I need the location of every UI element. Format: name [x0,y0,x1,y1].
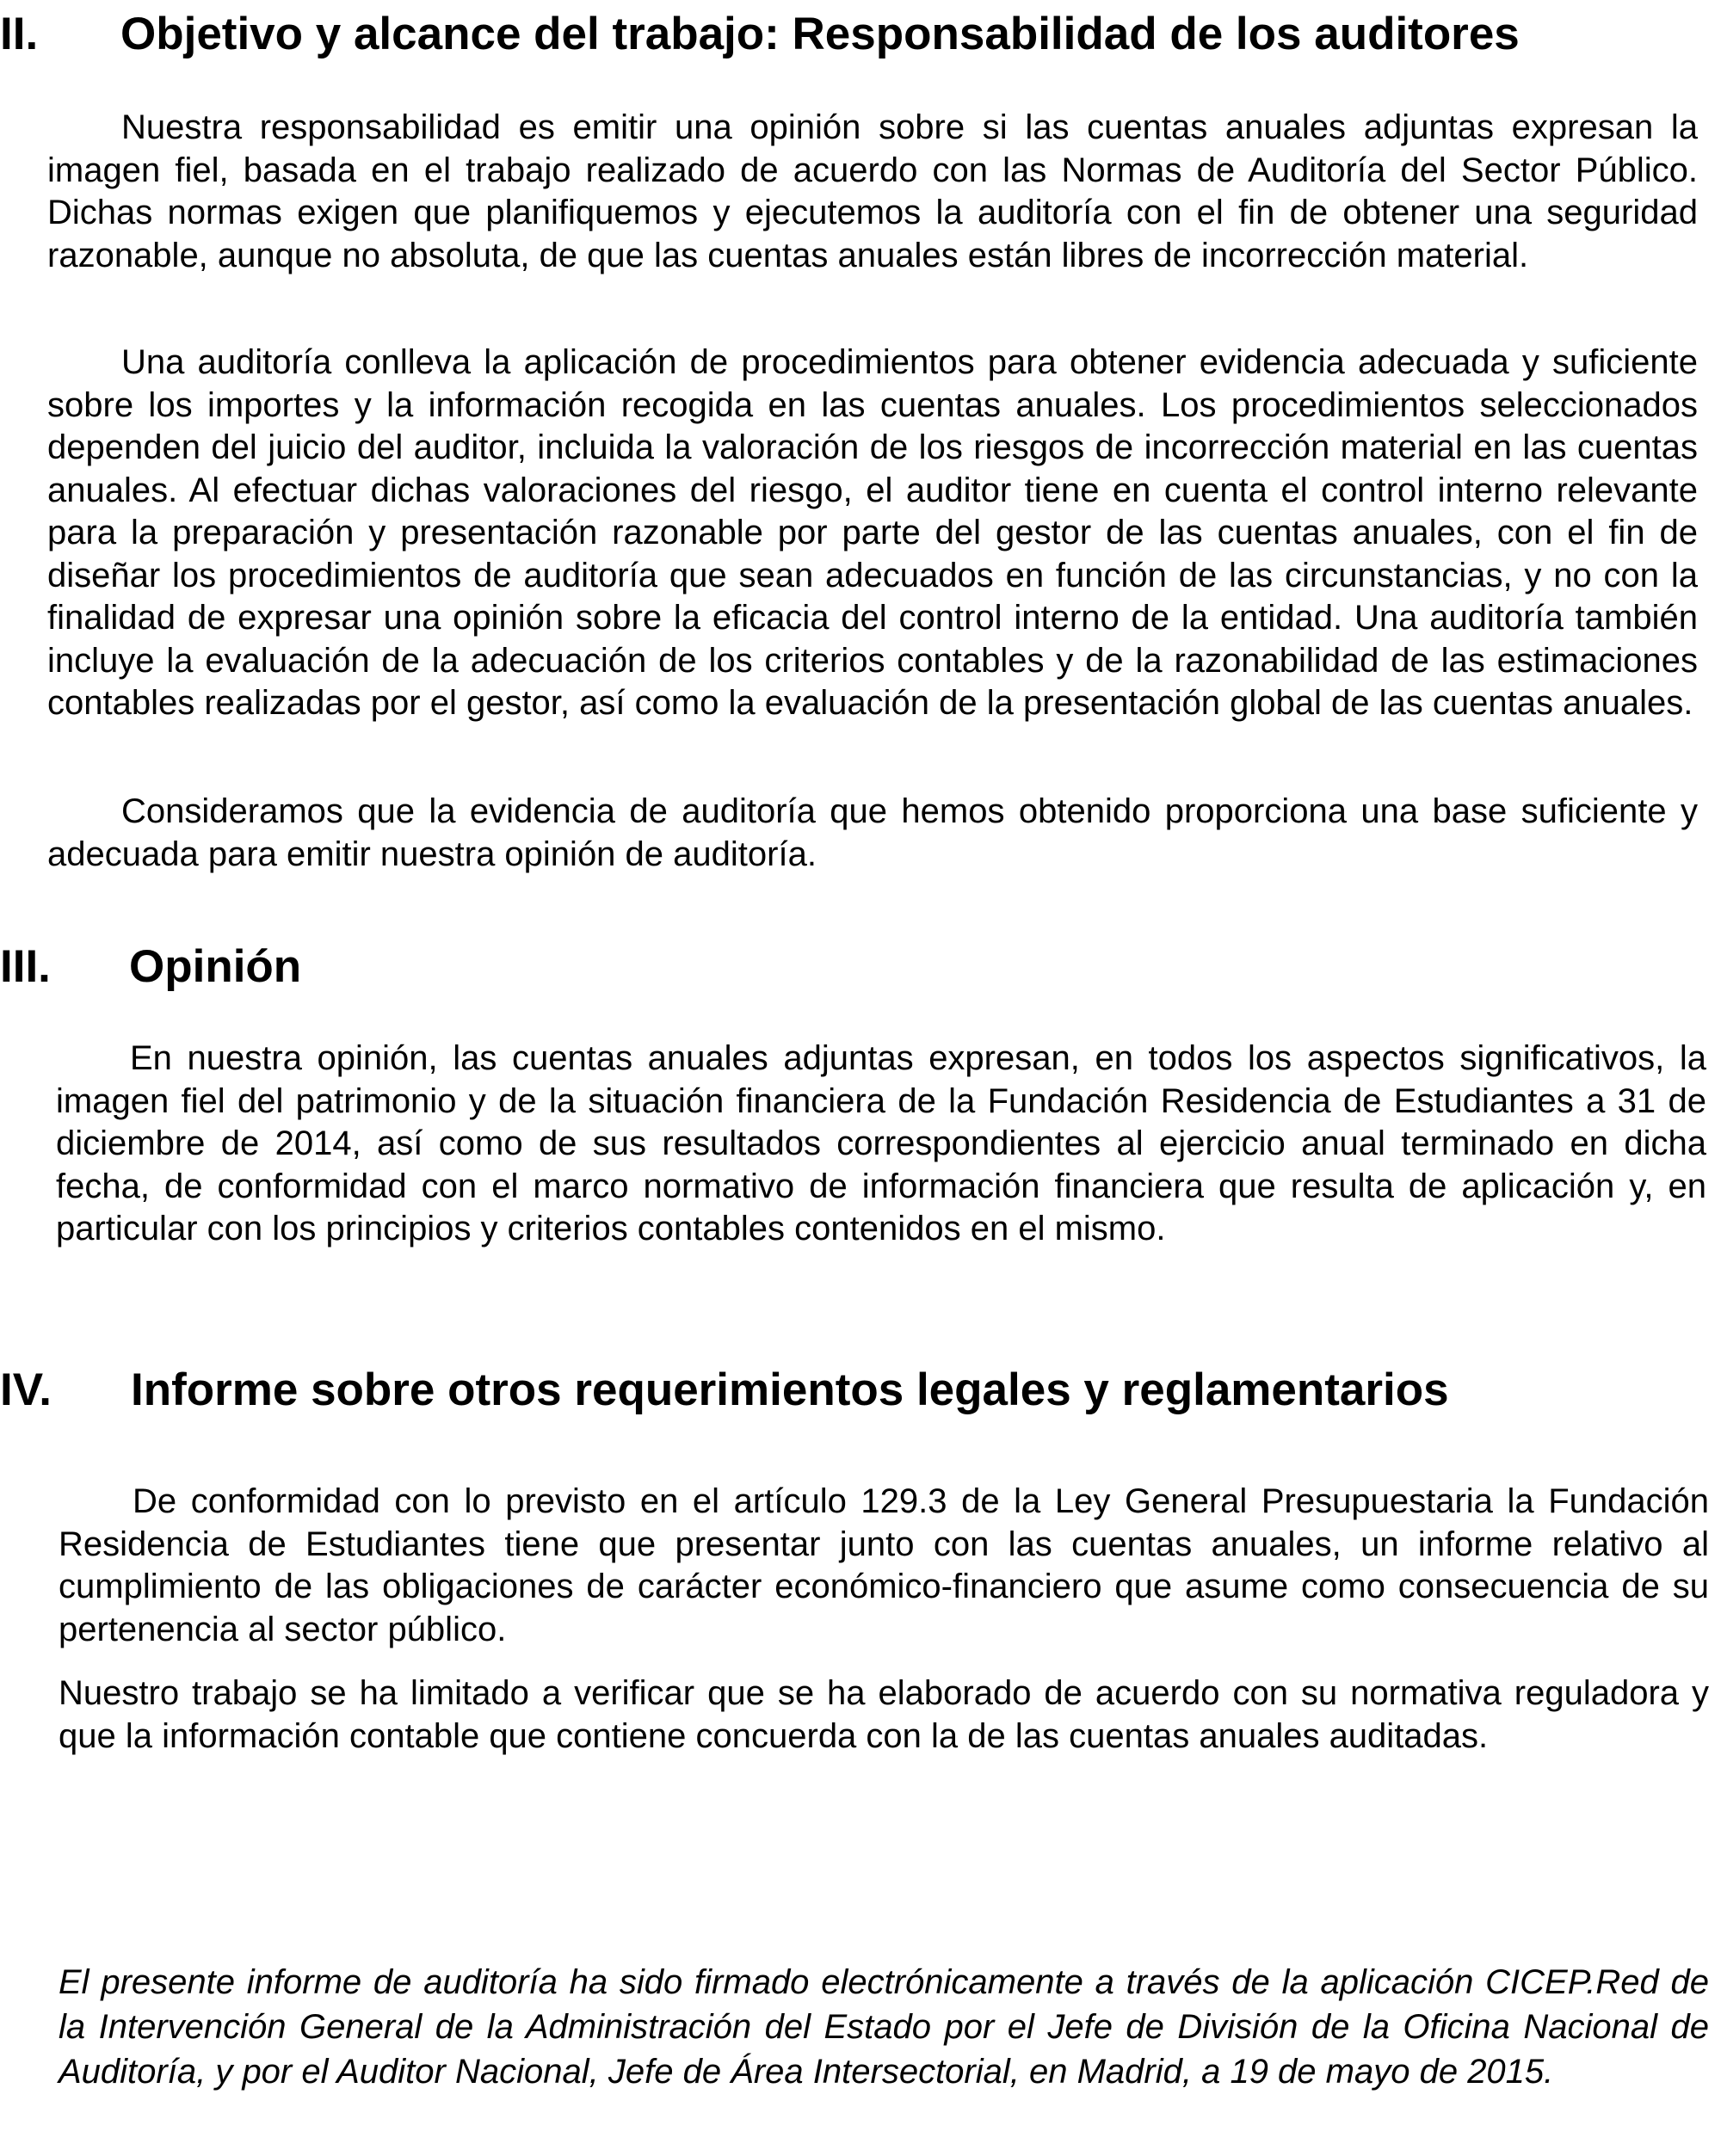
section-2-paragraph-2: Una auditoría conlleva la aplicación de procedimientos para obtener evidencia adecuada y suficiente sobre los importes y la información recogida en las cuentas anuales. Los procedimientos seleccionados dependen del juicio del auditor, incluida la valoración de los riesgos de incorrección material en las cuentas anuales. Al efectuar dichas valoraciones del riesgo, el auditor tiene en cuenta el control interno relevante para la preparación y presentación razonable por parte del gestor de las cuentas anuales, con el fin de diseñar los procedimientos de auditoría que sean adecuados en función de las circunstancias, y no con la finalidad de expresar una opinión sobre la eficacia del control interno de la entidad. Una auditoría también incluye la evaluación de la adecuación de los criterios contables y de la razonabilidad de las estimaciones contables realizadas por el gestor, así como la evaluación de la presentación global de las cuentas anuales. [47,343,1698,722]
section-4-paragraph-2: Nuestro trabajo se ha limitado a verificar que se ha elaborado de acuerdo con su normativa reguladora y que la información contable que contiene concuerda con la de las cuentas anuales auditadas. [59,1674,1709,1755]
section-2-paragraph-1: Nuestra responsabilidad es emitir una opinión sobre si las cuentas anuales adjuntas expresan la imagen fiel, basada en el trabajo realizado de acuerdo con las Normas de Auditoría del Sector Público. Dichas normas exigen que planifiquemos y ejecutemos la auditoría con el fin de obtener una seguridad razonable, aunque no absoluta, de que las cuentas anuales están libres de incorrección material. [47,108,1698,274]
signature-note: El presente informe de auditoría ha sido firmado electrónicamente a través de la aplicación CICEP.Red de la Intervención General de la Administración del Estado por el Jefe de División de la Oficina Nacional de Auditoría, y por el Auditor Nacional, Jefe de Área Intersectorial, en Madrid, a 19 de mayo de 2015. [59,1963,1709,2091]
section-2-number: II. [0,9,39,59]
section-3-paragraph-1: En nuestra opinión, las cuentas anuales adjuntas expresan, en todos los aspectos significativos, la imagen fiel del patrimonio y de la situación financiera de la Fundación Residencia de Estudiantes a 31 de diciembre de 2014, así como de sus resultados correspondientes al ejercicio anual terminado en dicha fecha, de conformidad con el marco normativo de información financiera que resulta de aplicación y, en particular con los principios y criterios contables contenidos en el mismo. [56,1039,1706,1247]
section-3-title: Opinión [129,941,302,992]
section-2-title: Objetivo y alcance del trabajo: Responsabilidad de los auditores [120,9,1520,59]
section-4-title: Informe sobre otros requerimientos legales y reglamentarios [131,1364,1449,1415]
section-4-paragraph-1: De conformidad con lo previsto en el artículo 129.3 de la Ley General Presupuestaria la Fundación Residencia de Estudiantes tiene que presentar junto con las cuentas anuales, un informe relativo al cumplimiento de las obligaciones de carácter económico-financiero que asume como consecuencia de su pertenencia al sector público. [59,1482,1709,1648]
section-3-number: III. [0,941,51,992]
section-4-number: IV. [0,1364,52,1415]
section-2-paragraph-3: Consideramos que la evidencia de auditoría que hemos obtenido proporciona una base suficiente y adecuada para emitir nuestra opinión de auditoría. [47,792,1698,873]
